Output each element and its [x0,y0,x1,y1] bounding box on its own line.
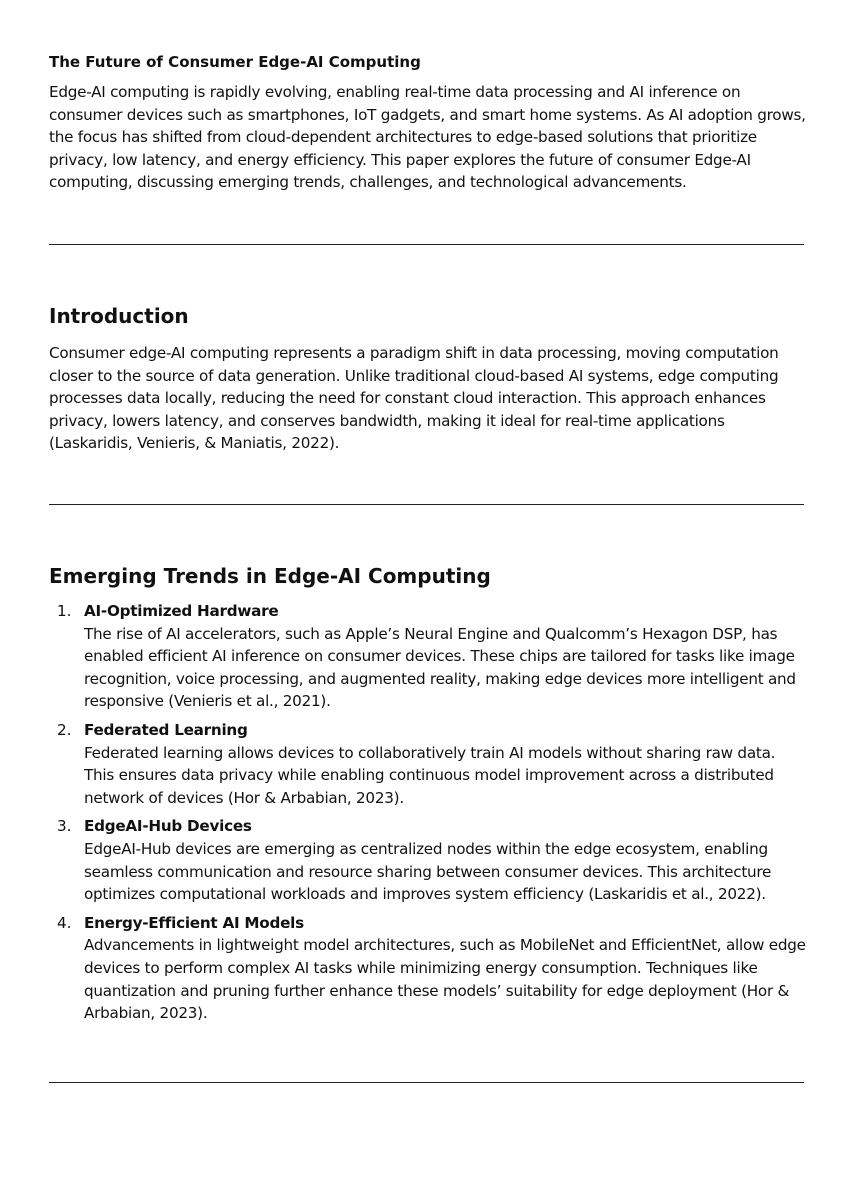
list-item-number: 3. [57,817,72,836]
list-item-number: 2. [57,720,72,739]
list-item [49,719,809,809]
document-title: The Future of Consumer Edge-AI Computing [49,53,421,71]
list-item-title: Federated Learning [84,720,248,739]
section-divider [49,1082,804,1083]
list-item-number: 4. [57,913,72,932]
list-item [49,912,809,1025]
list-item-title: Energy-Efficient AI Models [84,913,304,932]
list-item [49,600,809,713]
introduction-paragraph: Consumer edge-AI computing represents a paradigm shift in data processing, moving computation closer to the source of data generation. Unlike traditional cloud-based AI systems, edge computing processes data locally, reducing the need for constant cloud interaction. This approach enhances privacy, lowers latency, and conserves bandwidth, making it ideal for real-time applications (Laskaridis, Venieris, & Maniatis, 2022). [49,344,779,453]
list-item-text: Federated learning allows devices to collaboratively train AI models without sharing raw data. This ensures data privacy while enabling continuous model improvement across a distributed network of devices (Hor & Arbabian, 2023). [84,743,776,807]
list-item-text: The rise of AI accelerators, such as Apple’s Neural Engine and Qualcomm’s Hexagon DSP, has enabled efficient AI inference on consumer devices. These chips are tailored for tasks like image recognition, voice processing, and augmented reality, making edge devices more intelligent and responsive (Venieris et al., 2021). [84,624,796,711]
section-divider [49,244,804,245]
list-item-text: Advancements in lightweight model architectures, such as MobileNet and EfficientNet, allow edge devices to perform complex AI tasks while minimizing energy consumption. Techniques like quantization and pruning further enhance these models’ suitability for edge deployment (Hor & Arbabian, 2023). [84,936,806,1023]
abstract-paragraph: Edge-AI computing is rapidly evolving, enabling real-time data processing and AI inference on consumer devices such as smartphones, IoT gadgets, and smart home systems. As AI adoption grows, the focus has shifted from cloud-dependent architectures to edge-based solutions that prioritize privacy, low latency, and energy efficiency. This paper explores the future of consumer Edge-AI computing, discussing emerging trends, challenges, and technological advancements. [49,83,806,192]
introduction-heading: Introduction [49,304,189,328]
list-item-text: EdgeAI-Hub devices are emerging as centralized nodes within the edge ecosystem, enabling seamless communication and resource sharing between consumer devices. This architecture optimizes computational workloads and improves system efficiency (Laskaridis et al., 2022). [84,839,772,904]
section-divider [49,504,804,505]
list-item-title: EdgeAI-Hub Devices [84,817,252,836]
list-item [49,815,809,905]
list-item-title: AI-Optimized Hardware [84,602,279,620]
trends-heading: Emerging Trends in Edge-AI Computing [49,564,491,588]
list-item-number: 1. [57,602,72,620]
trends-list [49,600,809,1031]
